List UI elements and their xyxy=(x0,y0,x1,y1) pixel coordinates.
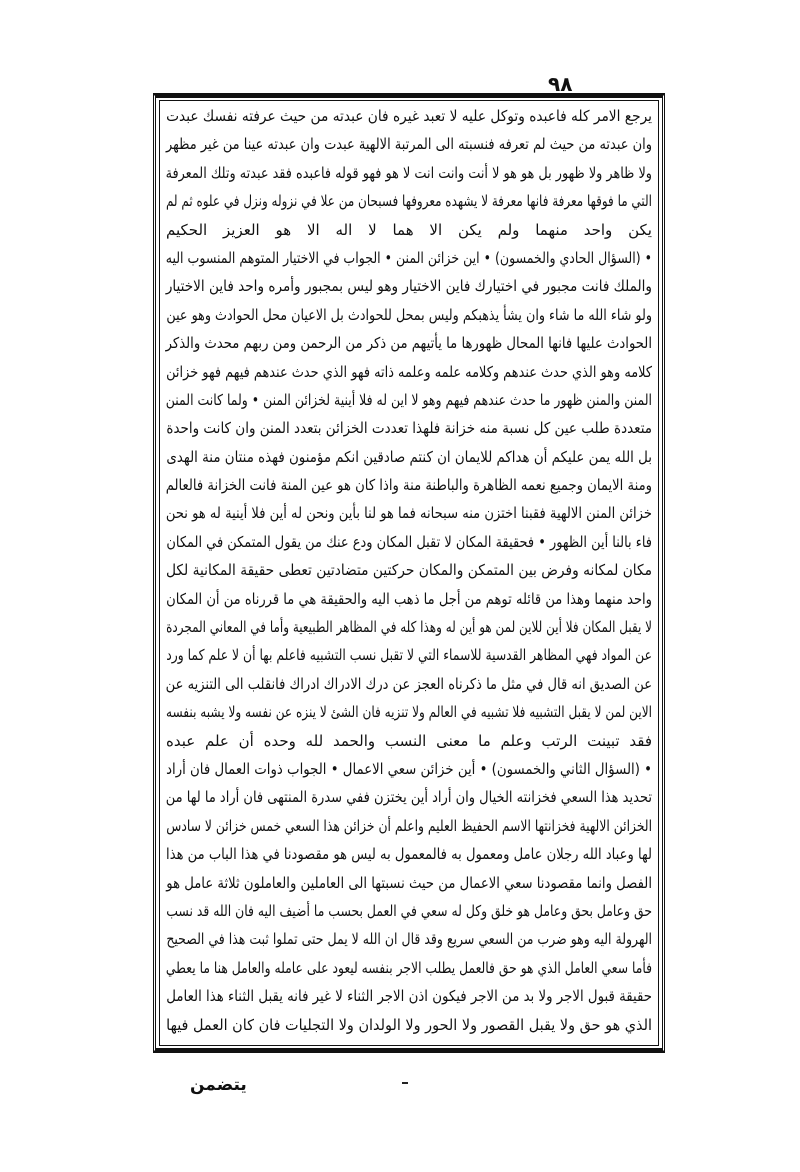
text-line: ولو شاء الله ما شاء وان يشأ يذهبكم وليس بمحل للحوادث بل الاعيان محل الحوادث وهو عين xyxy=(166,305,653,324)
text-line: يرجع الامر كله فاعبده وتوكل عليه لا تعبد غيره فان عبدته من حيث عرفته نفسك عبدت xyxy=(166,107,652,125)
text-line: الذي هو حق ولا يقبل القصور ولا الحور ولا الولدان ولا التجليات فان كان العمل فيها xyxy=(166,1015,653,1034)
text-line: فأما سعي العامل الذي هو حق فالعمل يطلب الاجر بنفسه ليعود على عامله والعامل هنا ما يعطي xyxy=(165,958,652,977)
text-line: • (السؤال الحادي والخمسون) • اين خزائن المنن • الجواب في الاختيار المتوهم المنسوب اليه xyxy=(165,248,652,267)
text-line: ومنة الايمان وجميع نعمه الظاهرة والباطنة منة واذا كان هو عين المنة فانت الخزانة فالعالم xyxy=(165,476,652,495)
text-line: والملك فانت مجبور في اختيارك فاين الاختيار وهو ليس بمجبور وأمره واحد فاين الاختيار xyxy=(165,277,652,296)
text-line: فقد تبينت الرتب وعلم ما معنى النسب والحمد لله وحده أن علم عبده xyxy=(166,731,652,750)
catchword: يتضمن xyxy=(190,1075,247,1095)
text-line: عن الصديق انه قال في مثل ما ذكرناه العجز عن درك الادراك ادراك فانقلب الى التنزيه عن xyxy=(165,674,652,693)
text-line: تحديد هذا السعي فخزانته الخيال وان أراد أين يختزن ففي سدرة المنتهى فان أراد ما لها من xyxy=(165,788,652,807)
text-line: الفصل وانما مقصودنا سعي الاعمال من حيث نسبتها الى العاملين والعاملون ثلاثة عامل هو xyxy=(166,873,652,892)
text-frame xyxy=(153,93,665,1053)
text-line: وان عبدته من حيث لم تعرفه فنسبته الى المرتبة الالهية عبدت وان عبدته عينا من غير مظهر xyxy=(165,135,652,154)
text-line: لا يقبل المكان فلا أين للاين لمن هو أين له وهذا كله في المظاهر الطبيعية وأما في المعاني المجردة xyxy=(166,618,653,637)
text-line: الخزائن الالهية فخزانتها الاسم الحفيظ العليم واعلم أن خزائن هذا السعي خمس خزائن لا سادس xyxy=(166,816,652,835)
text-line: حقيقة قبول الاجر ولا بد من الاجر فيكون اذن الاجر الثناء لا غير فانه يقبل الثناء هذا العامل xyxy=(166,987,652,1006)
text-line: الاين لمن لا يقبل التشبيه فلا تشبيه في العالم ولا تنزيه فان الشئ لا ينزه عن نفسه ولا يشبه بنفسه xyxy=(165,703,652,722)
text-line: خزائن المنن الالهية فقبنا اختزن منه سبحانه فما هو لنا بأين ونحن له أين فلا أينية له هو نحن xyxy=(165,504,652,523)
text-line: متعددة طلب عين كل نسبة منه خزانة فلهذا تعددت الخزائن بتعدد المنن وان كانت واحدة xyxy=(166,419,652,438)
body-text xyxy=(166,102,652,1039)
text-line: مكان لمكانه وفرض بين المتمكن والمكان حركتين متضادتين تعطى حقيقة المكانية لكل xyxy=(165,561,652,580)
text-line: المنن والمنن ظهور ما حدث عندهم فيهم وهو لا اين له فلا أينية لخزائن المنن • ولما كانت المنن xyxy=(165,390,652,409)
text-line: بل الله يمن عليكم أن هداكم للايمان ان كنتم صادقين انكم مؤمنون فهذه منتان منة الهدى xyxy=(166,447,652,466)
text-line: فاء بالنا أين الظهور • فحقيقة المكان لا تقبل المكان ودع عنك من يقول المتمكن في المكان xyxy=(166,532,652,551)
text-line: كلامه وهو الذي حدث عندهم وكلامه علمه وعلمه ذاته فهو الذي حدث عندهم فيهم فهو خزائن xyxy=(166,362,652,381)
text-line: حق وعامل بحق وعامل هو خلق وكل له سعي في العمل بحسب ما أضيف اليه فان الله قد نسب xyxy=(166,901,652,920)
text-line: لها وعباد الله رجلان عامل ومعمول به فالمعمول به ليس هو مقصودنا في هذا الباب من هذا xyxy=(166,845,652,864)
text-line: يكن واحد منهما ولم يكن الا هما لا اله الا هو العزيز الحكيم xyxy=(166,220,652,239)
text-line: الهرولة اليه وهو ضرب من السعي سريع وقد قال ان الله لا يمل حتى تملوا ثبت هذا في الصحيح xyxy=(166,930,652,949)
page-number: ٩٨ xyxy=(548,72,573,96)
text-line: الحوادث عليها فانها المحال ظهورها ما يأتيهم من ذكر من الرحمن ومن ربهم محدث والذكر xyxy=(165,334,652,353)
stray-mark xyxy=(402,1082,408,1084)
text-line: ولا ظاهر ولا ظهور بل هو هو لا أنت وانت انت لا هو فهو قوله فاعبده فقد عبدته وتلك المعرفة xyxy=(165,163,652,182)
text-line: واحد منهما وهذا من قائله توهم من أجل ما ذهب اليه والحقيقة هي ما قررناه من أن المكان xyxy=(166,589,652,608)
text-line: عن المواد فهي المظاهر القدسية للاسماء التي لا تقبل نسب التشبيه فاعلم بها أن لا علم كما ورد xyxy=(166,646,652,665)
text-line: التي ما فوقها معرفة فانها معرفة لا يشهده معروفها فسبحان من علا في نزوله ونزل في علوه ثم لم xyxy=(165,192,652,211)
text-line: • (السؤال الثاني والخمسون) • أين خزائن سعي الاعمال • الجواب ذوات العمال فان أراد xyxy=(166,759,652,778)
